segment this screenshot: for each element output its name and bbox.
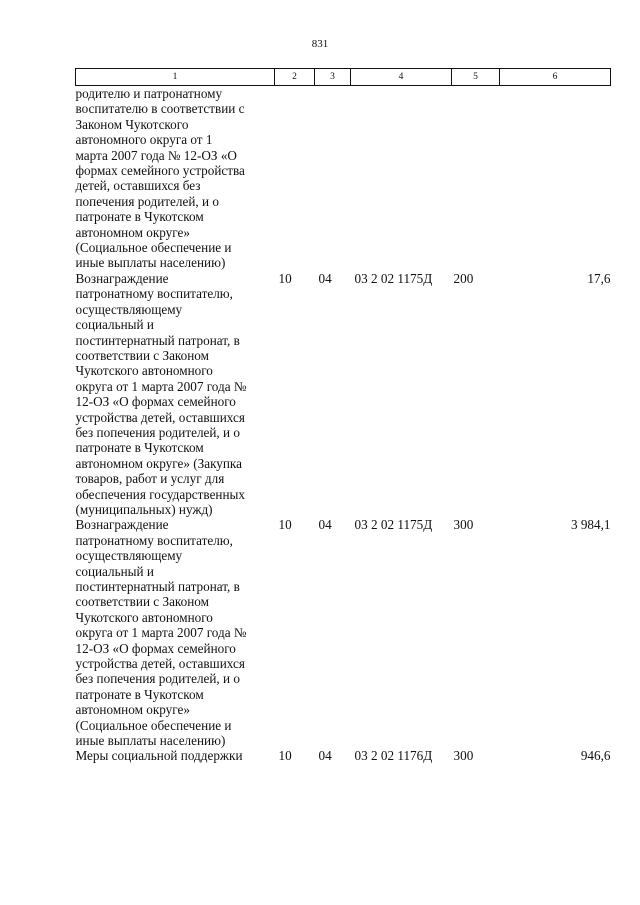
table-row — [76, 86, 611, 271]
row-amount: 17,6 — [587, 270, 611, 286]
table-row — [76, 271, 611, 518]
row-target-article: 03 2 02 1175Д — [354, 517, 433, 533]
row-target-article — [351, 86, 452, 271]
row-section: 10 — [278, 748, 292, 764]
column-header-4: 4 — [351, 69, 452, 86]
row-amount: 946,6 — [580, 748, 611, 764]
row-target-article: 03 2 02 1175Д — [354, 270, 433, 286]
row-expense-kind — [452, 86, 500, 271]
row-section: 10 — [278, 270, 292, 286]
row-amount — [500, 86, 611, 271]
column-number-header — [76, 69, 611, 86]
row-expense-kind: 300 — [453, 748, 474, 764]
row-description: родителю и патронатному воспитателю в соответствии с Законом Чукотского автономного округа от 1 марта 2007 года № 12-ОЗ «О формах семейного устройства детей, оставшихся без попечения родителей, и о патронате в Чукотском автономном округе» (Социальное обеспечение и иные выплаты населению) — [75, 86, 245, 271]
row-amount: 3 984,1 — [570, 517, 611, 533]
row-expense-kind: 200 — [453, 270, 474, 286]
page-number: 831 — [311, 38, 329, 50]
column-header-6: 6 — [500, 69, 611, 86]
budget-table — [75, 68, 611, 764]
row-description: Меры социальной поддержки — [75, 748, 243, 764]
column-header-3: 3 — [315, 69, 351, 86]
row-description: Вознаграждение патронатному воспитателю, осуществляющему социальный и постинтернатный патронат, в соответствии с Законом Чукотского автономного округа от 1 марта 2007 года № 12-ОЗ «О формах семейного устройства детей, оставшихся без попечения родителей, и о патронате в Чукотском автономном округе» (Социальное обеспечение и иные выплаты населению) — [75, 517, 247, 749]
row-target-article: 03 2 02 1176Д — [354, 748, 433, 764]
column-header-2: 2 — [275, 69, 315, 86]
row-section: 10 — [278, 517, 292, 533]
row-subsection: 04 — [318, 270, 332, 286]
row-subsection: 04 — [318, 517, 332, 533]
table-row — [76, 517, 611, 748]
row-description: Вознаграждение патронатному воспитателю, осуществляющему социальный и постинтернатный патронат, в соответствии с Законом Чукотского автономного округа от 1 марта 2007 года № 12-ОЗ «О формах семейного устройства детей, оставшихся без попечения родителей, и о патронате в Чукотском автономном округе» (Закупка товаров, работ и услуг для обеспечения государственных (муниципальных) нужд) — [75, 270, 247, 517]
table-row — [76, 748, 611, 763]
row-section — [275, 86, 315, 271]
column-header-1: 1 — [76, 69, 275, 86]
row-subsection — [315, 86, 351, 271]
row-expense-kind: 300 — [453, 517, 474, 533]
row-subsection: 04 — [318, 748, 332, 764]
column-header-5: 5 — [452, 69, 500, 86]
